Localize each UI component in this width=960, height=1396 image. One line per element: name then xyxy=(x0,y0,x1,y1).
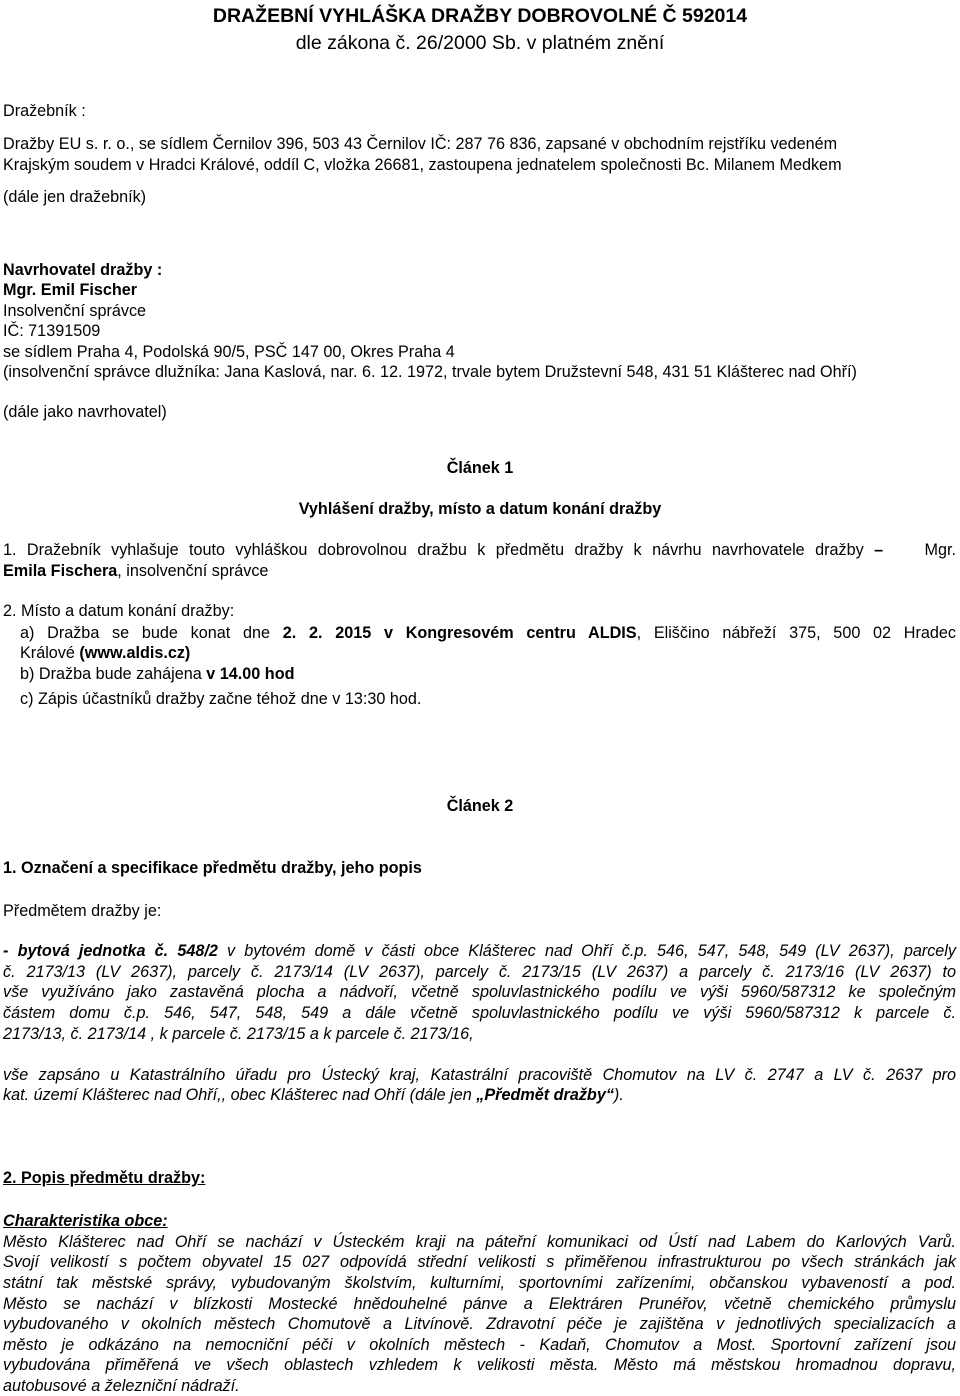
subject-intro: Předmětem dražby je: xyxy=(3,902,162,920)
proposer-ico: IČ: 71391509 xyxy=(3,322,101,340)
item-a-city: Králové xyxy=(20,644,80,662)
subject-unit: - bytová jednotka č. 548/2 xyxy=(3,942,218,960)
characteristics-heading: Charakteristika obce: xyxy=(3,1212,168,1230)
item-b-prefix: b) Dražba bude zahájena xyxy=(20,665,207,683)
cadastre-line-2 xyxy=(3,1085,624,1105)
item-a-address: , Eliščino nábřeží 375, 500 02 Hradec xyxy=(636,624,956,642)
item-c: c) Zápis účastníků dražby začne téhož dne v 13:30 hod. xyxy=(20,690,422,708)
subject-line-5: 2173/13, č. 2173/14 , k parcele č. 2173/15 a k parcele č. 2173/16, xyxy=(3,1025,474,1043)
p1-dash: – xyxy=(874,541,884,559)
item-a-date-venue: 2. 2. 2015 v Kongresovém centru ALDIS xyxy=(282,624,637,642)
section-2-heading: 2. Popis předmětu dražby: xyxy=(3,1169,206,1187)
proposer-debtor: (insolvenční správce dlužníka: Jana Kaslová, nar. 6. 12. 1972, trvale bytem Družstevní 548, 431 51 Klášterec nad Ohří) xyxy=(3,363,857,381)
auctioneer-line-1 xyxy=(3,134,837,154)
proposer-address: se sídlem Praha 4, Podolská 90/5, PSČ 147 00, Okres Praha 4 xyxy=(3,343,455,361)
cadastre-text: kat. území Klášterec nad Ohří,, obec Klášterec nad Ohří (dále jen xyxy=(3,1086,477,1104)
subject-location: v bytovém domě v části obce Klášterec nad Ohří č.p. 546, 547, 548, 549 (LV 2637), parcely xyxy=(217,942,957,960)
subject-line-1 xyxy=(3,941,956,961)
characteristics-line-7: vybudována přiměřená ve všech oblastech vzhledem k velikosti města. Město má městskou hromadnou dopravu, xyxy=(3,1356,956,1374)
characteristics-line-6: město je odkázáno na nemocniční péči v okolních městech - Kadaň, Chomutov a Most. Sportovní zařízení jsou xyxy=(3,1336,956,1354)
cadastre-close: ). xyxy=(613,1086,624,1104)
auctioneer-heading: Dražebník : xyxy=(3,102,86,120)
characteristics-line-2: Svojí velikostí s počtem obyvatel 15 027 odpovídá střední velikosti s přiměřenou infrastrukturou po všech stránkách jak xyxy=(3,1253,956,1271)
article-1-p2-heading: 2. Místo a datum konání dražby: xyxy=(3,602,235,620)
article-1-p1-line-1 xyxy=(3,540,956,560)
auctioneer-seat: , se sídlem Černilov 396, 503 43 Černilov IČ: 287 76 836, zapsané v obchodním rejstříku vedeném xyxy=(129,135,838,153)
item-b-time: v 14.00 hod xyxy=(206,665,295,683)
cadastre-line-1: vše zapsáno u Katastrálního úřadu pro Ústecký kraj, Katastrální pracoviště Chomutov na LV č. 2747 a LV č. 2637 pro xyxy=(3,1066,956,1084)
item-b xyxy=(20,664,294,684)
auctioneer-line-2: Krajským soudem v Hradci Králové, oddíl C, vložka 26681, zastoupena jednatelem společnosti Bc. Milanem Medkem xyxy=(3,156,842,174)
subject-line-3: vše využíváno jako zastavěná plocha a nádvoří, včetně spoluvlastnického podílu ve výši 5960/587312 ke společným xyxy=(3,983,956,1001)
characteristics-line-3: státní tak městské správy, vybudovaným školstvím, kulturními, sportovními zařízeními, občanskou vybaveností a pod. xyxy=(3,1274,956,1292)
document-subtitle: dle zákona č. 26/2000 Sb. v platném znění xyxy=(295,32,665,54)
characteristics-line-4: Město se nachází v blízkosti Mostecké hnědouhelné pánve a Elektráren Prunéřov, včetně chemického průmyslu xyxy=(3,1295,956,1313)
auctioneer-note: (dále jen dražebník) xyxy=(3,188,147,206)
article-1-p1-line-2 xyxy=(3,561,268,581)
proposer-heading: Navrhovatel dražby : xyxy=(3,261,163,279)
proposer-role: Insolvenční správce xyxy=(3,302,147,320)
article-2-heading: Článek 2 xyxy=(446,797,514,815)
characteristics-line-1: Město Klášterec nad Ohří se nachází v Ústeckém kraji na páteřní komunikaci od Ústí nad Labem do Karlových Varů. xyxy=(3,1233,956,1251)
article-1-heading: Článek 1 xyxy=(446,459,514,477)
section-1-heading: 1. Označení a specifikace předmětu dražby, jeho popis xyxy=(3,859,422,877)
item-a-website: (www.aldis.cz) xyxy=(79,644,191,662)
document-title: DRAŽEBNÍ VYHLÁŠKA DRAŽBY DOBROVOLNÉ Č 592014 xyxy=(212,5,748,27)
item-a-line-2 xyxy=(20,643,190,663)
item-a-prefix: a) Dražba se bude konat dne xyxy=(20,624,283,642)
p1-role: , insolvenční správce xyxy=(117,562,269,580)
proposer-note: (dále jako navrhovatel) xyxy=(3,403,167,421)
subject-line-2: č. 2173/13 (LV 2637), parcely č. 2173/14 (LV 2637), parcely č. 2173/15 (LV 2637) a parcely č. 2173/16 (LV 2637) to xyxy=(3,963,956,981)
p1-mgr: Mgr. xyxy=(924,541,957,559)
p1-proposer-name: Emila Fischera xyxy=(3,562,118,580)
characteristics-line-8: autobusové a železniční nádraží. xyxy=(3,1377,240,1395)
p1-text: 1. Dražebník vyhlašuje touto vyhláškou dobrovolnou dražbu k předmětu dražby k návrhu navrhovatele dražby xyxy=(3,541,864,559)
auctioneer-name: Dražby EU s. r. o. xyxy=(3,135,130,153)
characteristics-line-5: vybudovaného v okolních městech Chomutově a Litvínově. Zdravotní péče je zajištěna v jednotlivých specializacích a xyxy=(3,1315,956,1333)
proposer-name: Mgr. Emil Fischer xyxy=(3,281,138,299)
item-a-line-1 xyxy=(20,623,956,643)
subject-line-4: částem domu č.p. 546, 547, 548, 549 a dále včetně spoluvlastnického podílu ve výši 5960/587312 k parcele č. xyxy=(3,1004,956,1022)
article-1-subheading: Vyhlášení dražby, místo a datum konání dražby xyxy=(298,500,662,518)
cadastre-defined-term: „Předmět dražby“ xyxy=(476,1086,614,1104)
